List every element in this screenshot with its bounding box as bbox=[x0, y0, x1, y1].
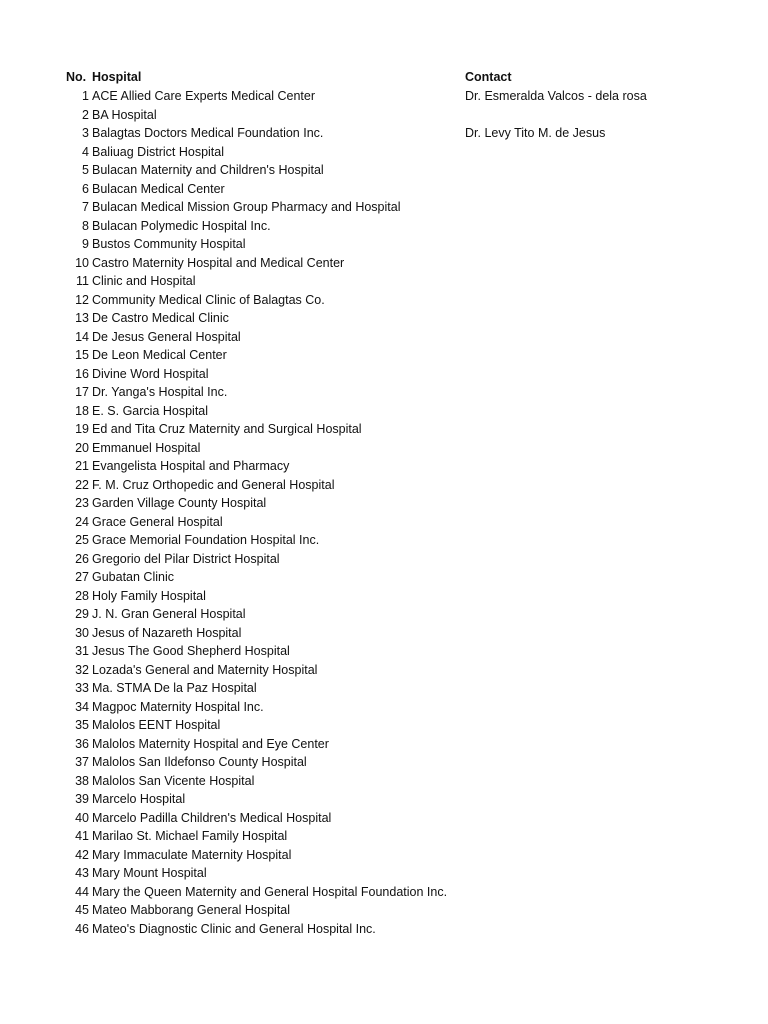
table-row bbox=[0, 716, 768, 735]
row-number: 25 bbox=[75, 533, 89, 547]
row-number: 39 bbox=[75, 792, 89, 806]
hospital-name: Clinic and Hospital bbox=[92, 274, 196, 288]
table-row bbox=[0, 587, 768, 606]
table-row bbox=[0, 198, 768, 217]
row-number: 31 bbox=[75, 644, 89, 658]
hospital-name: Baliuag District Hospital bbox=[92, 144, 224, 159]
hospital-name: Bustos Community Hospital bbox=[92, 237, 246, 251]
row-number: 8 bbox=[82, 218, 89, 233]
row-number: 20 bbox=[75, 440, 89, 455]
hospital-name: Malolos EENT Hospital bbox=[92, 718, 221, 732]
table-row bbox=[0, 568, 768, 587]
row-number: 4 bbox=[82, 144, 89, 159]
row-number: 23 bbox=[75, 496, 89, 510]
table-row bbox=[0, 383, 768, 402]
row-number: 32 bbox=[75, 662, 89, 677]
row-number: 40 bbox=[75, 810, 89, 825]
column-header-no: No. bbox=[66, 70, 87, 84]
hospital-name: Bulacan Medical Mission Group Pharmacy and Hospital bbox=[92, 200, 401, 214]
hospital-name: Garden Village County Hospital bbox=[92, 496, 267, 510]
hospital-name: Marcelo Hospital bbox=[92, 792, 186, 806]
row-number: 9 bbox=[82, 237, 89, 251]
table-row bbox=[0, 457, 768, 476]
hospital-name: Dr. Yanga's Hospital Inc. bbox=[92, 385, 228, 399]
row-number: 36 bbox=[75, 736, 89, 751]
hospital-name: Bulacan Medical Center bbox=[92, 181, 225, 196]
row-number: 26 bbox=[75, 551, 89, 566]
hospital-name: Marilao St. Michael Family Hospital bbox=[92, 829, 288, 843]
hospital-name: J. N. Gran General Hospital bbox=[92, 607, 246, 621]
table-row bbox=[0, 550, 768, 569]
hospital-name: Bulacan Polymedic Hospital Inc. bbox=[92, 218, 271, 233]
contact-name: Dr. Levy Tito M. de Jesus bbox=[465, 126, 606, 140]
table-row bbox=[0, 827, 768, 846]
hospital-name: Malolos San Vicente Hospital bbox=[92, 773, 255, 788]
row-number: 12 bbox=[75, 292, 89, 307]
hospital-name: Malolos San Ildefonso County Hospital bbox=[92, 755, 307, 769]
row-number: 6 bbox=[82, 181, 89, 196]
table-row bbox=[0, 143, 768, 162]
hospital-list bbox=[0, 87, 768, 938]
table-row bbox=[0, 661, 768, 680]
table-header bbox=[0, 68, 768, 86]
table-row bbox=[0, 309, 768, 328]
hospital-name: Gregorio del Pilar District Hospital bbox=[92, 551, 280, 566]
hospital-name: Mary the Queen Maternity and General Hospital Foundation Inc. bbox=[92, 884, 448, 899]
row-number: 17 bbox=[75, 385, 89, 399]
row-number: 28 bbox=[75, 588, 89, 603]
table-row bbox=[0, 531, 768, 550]
hospital-name: Bulacan Maternity and Children's Hospital bbox=[92, 163, 324, 177]
table-row bbox=[0, 513, 768, 532]
row-number: 2 bbox=[82, 107, 89, 122]
contact-name: Dr. Esmeralda Valcos - dela rosa bbox=[465, 89, 647, 103]
row-number: 14 bbox=[75, 329, 89, 344]
row-number: 45 bbox=[75, 903, 89, 917]
table-row bbox=[0, 772, 768, 791]
table-row bbox=[0, 439, 768, 458]
table-row bbox=[0, 790, 768, 809]
row-number: 15 bbox=[75, 348, 89, 362]
hospital-name: Mary Immaculate Maternity Hospital bbox=[92, 847, 292, 862]
hospital-name: BA Hospital bbox=[92, 107, 157, 122]
row-number: 41 bbox=[75, 829, 89, 843]
row-number: 11 bbox=[76, 274, 89, 288]
row-number: 42 bbox=[75, 847, 89, 862]
table-row bbox=[0, 346, 768, 365]
hospital-name: De Leon Medical Center bbox=[92, 348, 227, 362]
table-row bbox=[0, 161, 768, 180]
hospital-name: Malolos Maternity Hospital and Eye Center bbox=[92, 736, 329, 751]
table-row bbox=[0, 753, 768, 772]
row-number: 46 bbox=[75, 921, 89, 936]
row-number: 19 bbox=[75, 422, 89, 436]
table-row bbox=[0, 235, 768, 254]
row-number: 22 bbox=[75, 477, 89, 492]
row-number: 27 bbox=[75, 570, 89, 584]
table-row bbox=[0, 106, 768, 125]
hospital-name: Community Medical Clinic of Balagtas Co. bbox=[92, 292, 325, 307]
hospital-name: Evangelista Hospital and Pharmacy bbox=[92, 459, 290, 473]
table-row bbox=[0, 291, 768, 310]
table-row bbox=[0, 272, 768, 291]
table-row bbox=[0, 494, 768, 513]
hospital-name: Ma. STMA De la Paz Hospital bbox=[92, 681, 257, 695]
table-row bbox=[0, 87, 768, 106]
hospital-name: ACE Allied Care Experts Medical Center bbox=[92, 89, 316, 103]
hospital-name: Magpoc Maternity Hospital Inc. bbox=[92, 699, 264, 714]
table-row bbox=[0, 920, 768, 939]
row-number: 38 bbox=[75, 773, 89, 788]
table-row bbox=[0, 698, 768, 717]
hospital-name: Mary Mount Hospital bbox=[92, 866, 207, 880]
hospital-name: Mateo Mabborang General Hospital bbox=[92, 903, 291, 917]
hospital-name: Lozada's General and Maternity Hospital bbox=[92, 662, 318, 677]
hospital-name: Balagtas Doctors Medical Foundation Inc. bbox=[92, 126, 324, 140]
table-row bbox=[0, 642, 768, 661]
row-number: 13 bbox=[75, 311, 89, 325]
table-row bbox=[0, 124, 768, 143]
hospital-name: F. M. Cruz Orthopedic and General Hospital bbox=[92, 477, 335, 492]
table-row bbox=[0, 476, 768, 495]
row-number: 21 bbox=[75, 459, 89, 473]
hospital-name: Jesus The Good Shepherd Hospital bbox=[92, 644, 290, 658]
table-row bbox=[0, 864, 768, 883]
hospital-name: De Castro Medical Clinic bbox=[92, 311, 229, 325]
table-row bbox=[0, 624, 768, 643]
table-row bbox=[0, 420, 768, 439]
hospital-name: Jesus of Nazareth Hospital bbox=[92, 625, 242, 640]
row-number: 34 bbox=[75, 699, 89, 714]
table-row bbox=[0, 180, 768, 199]
column-header-contact: Contact bbox=[465, 70, 512, 84]
row-number: 37 bbox=[75, 755, 89, 769]
row-number: 18 bbox=[75, 403, 89, 418]
row-number: 16 bbox=[75, 366, 89, 381]
hospital-name: Marcelo Padilla Children's Medical Hospital bbox=[92, 810, 332, 825]
table-row bbox=[0, 883, 768, 902]
hospital-name: Holy Family Hospital bbox=[92, 588, 206, 603]
table-row bbox=[0, 735, 768, 754]
hospital-name: E. S. Garcia Hospital bbox=[92, 403, 209, 418]
hospital-name: Gubatan Clinic bbox=[92, 570, 174, 584]
row-number: 10 bbox=[75, 255, 89, 270]
table-row bbox=[0, 809, 768, 828]
hospital-name: Grace General Hospital bbox=[92, 514, 223, 529]
row-number: 43 bbox=[75, 866, 89, 880]
table-row bbox=[0, 254, 768, 273]
table-row bbox=[0, 328, 768, 347]
hospital-name: De Jesus General Hospital bbox=[92, 329, 241, 344]
hospital-name: Divine Word Hospital bbox=[92, 366, 209, 381]
hospital-name: Ed and Tita Cruz Maternity and Surgical Hospital bbox=[92, 422, 362, 436]
hospital-name: Castro Maternity Hospital and Medical Center bbox=[92, 255, 345, 270]
table-row bbox=[0, 901, 768, 920]
row-number: 24 bbox=[75, 514, 89, 529]
row-number: 7 bbox=[82, 200, 89, 214]
table-row bbox=[0, 846, 768, 865]
hospital-name: Mateo's Diagnostic Clinic and General Hospital Inc. bbox=[92, 921, 376, 936]
row-number: 3 bbox=[82, 126, 89, 140]
row-number: 44 bbox=[75, 884, 89, 899]
table-row bbox=[0, 402, 768, 421]
row-number: 33 bbox=[75, 681, 89, 695]
hospital-name: Grace Memorial Foundation Hospital Inc. bbox=[92, 533, 320, 547]
row-number: 1 bbox=[82, 89, 89, 103]
row-number: 29 bbox=[75, 607, 89, 621]
row-number: 35 bbox=[75, 718, 89, 732]
column-header-hospital: Hospital bbox=[92, 70, 142, 84]
table-row bbox=[0, 217, 768, 236]
table-row bbox=[0, 605, 768, 624]
row-number: 5 bbox=[82, 163, 89, 177]
table-row bbox=[0, 365, 768, 384]
row-number: 30 bbox=[75, 625, 89, 640]
table-row bbox=[0, 679, 768, 698]
hospital-name: Emmanuel Hospital bbox=[92, 440, 201, 455]
